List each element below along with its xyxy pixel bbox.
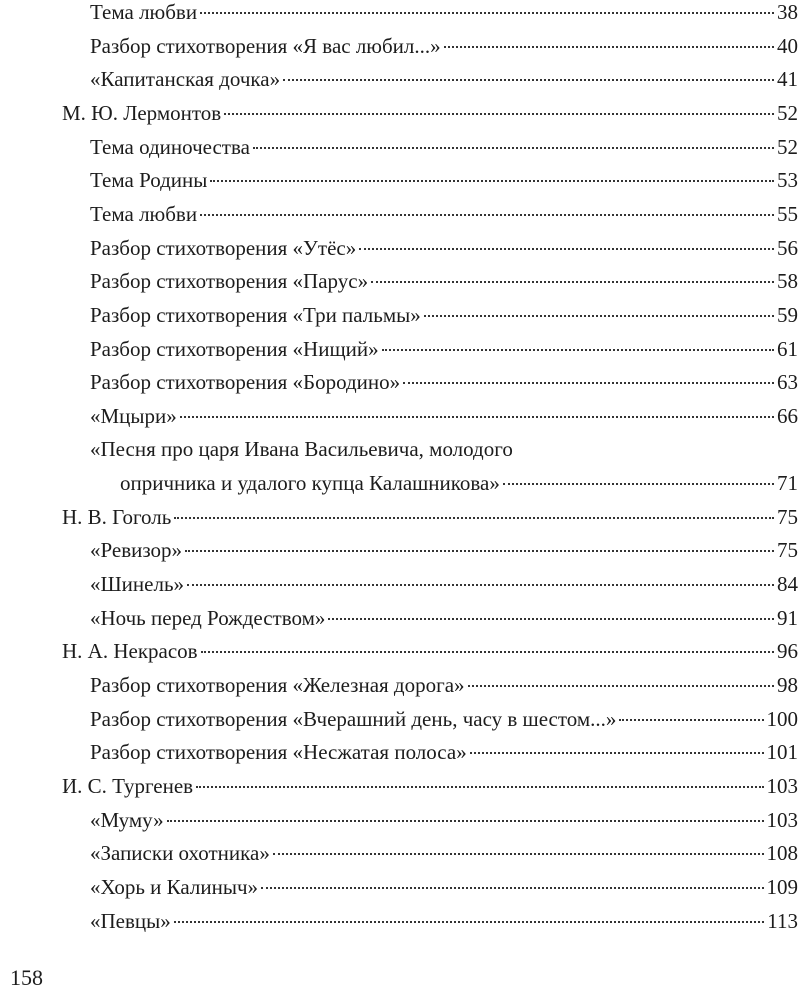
toc-entry-title: «Ревизор»	[90, 538, 183, 563]
toc-section	[62, 768, 798, 804]
toc-entry-page: 52	[777, 100, 798, 125]
dot-leader	[403, 382, 774, 384]
toc-entry-page: 91	[777, 605, 798, 630]
dot-leader	[200, 12, 774, 14]
toc-entry-title: Тема любви	[90, 201, 198, 226]
toc-entry	[90, 364, 798, 400]
toc-entry-title: «Певцы»	[90, 908, 171, 933]
dot-leader	[444, 46, 774, 48]
dot-leader	[185, 550, 774, 552]
toc-entry-title: «Ночь перед Рождеством»	[90, 605, 326, 630]
toc-entry-page: 55	[777, 201, 798, 226]
toc-entry-title: «Муму»	[90, 807, 164, 832]
dot-leader	[328, 618, 774, 620]
toc-entry	[90, 28, 798, 64]
dot-leader	[283, 79, 774, 81]
toc-entry	[90, 196, 798, 232]
toc-entry	[90, 835, 798, 871]
toc-entry	[90, 600, 798, 636]
toc-entry-page: 103	[766, 773, 798, 798]
toc-entry-page: 56	[777, 235, 798, 260]
toc-entry-title: Н. А. Некрасов	[62, 639, 198, 664]
toc-entry-page: 61	[777, 336, 798, 361]
toc-entry	[90, 297, 798, 333]
toc-entry	[90, 701, 798, 737]
toc-entry	[90, 0, 798, 30]
toc-entry-title: Разбор стихотворения «Нищий»	[90, 336, 379, 361]
dot-leader	[382, 349, 774, 351]
toc-entry	[90, 331, 798, 367]
toc-entry	[90, 532, 798, 568]
toc-entry-title: «Записки охотника»	[90, 841, 270, 866]
dot-leader	[503, 483, 774, 485]
dot-leader	[210, 180, 774, 182]
dot-leader	[196, 786, 763, 788]
toc-entry	[90, 802, 798, 838]
toc-section	[62, 95, 798, 131]
toc-entry	[90, 431, 513, 467]
toc-entry-title: Тема Родины	[90, 168, 208, 193]
toc-entry-page: 113	[767, 908, 798, 933]
toc-entry-page: 109	[766, 874, 798, 899]
toc-entry-title: Разбор стихотворения «Утёс»	[90, 235, 357, 260]
toc-entry-page: 53	[777, 168, 798, 193]
dot-leader	[167, 820, 764, 822]
toc-entry	[90, 129, 798, 165]
toc-entry	[90, 734, 798, 770]
toc-entry-page: 59	[777, 302, 798, 327]
dot-leader	[273, 853, 764, 855]
dot-leader	[187, 584, 774, 586]
toc-entry-title: «Песня про царя Ивана Васильевича, молодого	[90, 437, 513, 462]
toc-entry-page: 71	[777, 471, 798, 496]
toc-entry-page: 84	[777, 572, 798, 597]
toc-entry-title: М. Ю. Лермонтов	[62, 100, 222, 125]
toc-entry-title: Разбор стихотворения «Три пальмы»	[90, 302, 421, 327]
toc-entry-page: 58	[777, 269, 798, 294]
toc-entry-title: Разбор стихотворения «Вчерашний день, часу в шестом...»	[90, 706, 617, 731]
dot-leader	[200, 214, 774, 216]
toc-entry-page: 38	[777, 0, 798, 24]
dot-leader	[224, 113, 774, 115]
toc-entry-title: Разбор стихотворения «Несжатая полоса»	[90, 740, 467, 765]
dot-leader	[261, 887, 763, 889]
toc-entry-title: И. С. Тургенев	[62, 773, 194, 798]
toc-entry-title: «Шинель»	[90, 572, 185, 597]
toc-entry-title: Тема любви	[90, 0, 198, 24]
toc-entry	[90, 162, 798, 198]
dot-leader	[371, 281, 774, 283]
dot-leader	[468, 685, 774, 687]
toc-entry	[90, 230, 798, 266]
toc-entry-title: «Хорь и Калиныч»	[90, 874, 259, 899]
toc-entry-title: Разбор стихотворения «Железная дорога»	[90, 673, 465, 697]
toc-entry-page: 75	[777, 504, 798, 529]
toc-entry-page: 52	[777, 134, 798, 159]
dot-leader	[619, 719, 763, 721]
toc-entry-page: 75	[777, 538, 798, 563]
toc-entry-page: 101	[766, 740, 798, 765]
toc-entry-title: Разбор стихотворения «Парус»	[90, 269, 369, 294]
dot-leader	[201, 651, 774, 653]
dot-leader	[174, 921, 765, 923]
dot-leader	[253, 147, 774, 149]
dot-leader	[470, 752, 764, 754]
toc-entry	[90, 61, 798, 97]
toc-entry-page: 98	[777, 673, 798, 697]
toc-entry	[120, 465, 798, 501]
toc-section	[62, 499, 798, 535]
toc-entry	[90, 566, 798, 602]
toc-entry-page: 96	[777, 639, 798, 664]
dot-leader	[174, 517, 774, 519]
toc-entry	[90, 869, 798, 905]
toc-entry-title: Н. В. Гоголь	[62, 504, 172, 529]
dot-leader	[180, 416, 774, 418]
toc-entry	[90, 667, 798, 703]
toc-entry-page: 108	[766, 841, 798, 866]
toc-entry-page: 40	[777, 33, 798, 58]
toc-entry-page: 100	[766, 706, 798, 731]
dot-leader	[424, 315, 774, 317]
toc-entry-title: Разбор стихотворения «Я вас любил...»	[90, 33, 441, 58]
toc-entry-title: «Капитанская дочка»	[90, 67, 281, 92]
toc-entry-title: опричника и удалого купца Калашникова»	[120, 471, 500, 496]
toc-entry-page: 63	[777, 370, 798, 395]
toc-entry	[90, 903, 798, 939]
toc-entry-title: Разбор стихотворения «Бородино»	[90, 370, 401, 395]
toc-entry	[90, 263, 798, 299]
toc-section	[62, 633, 798, 669]
toc-entry-title: Тема одиночества	[90, 134, 250, 159]
toc-entry-page: 41	[777, 67, 798, 92]
toc-entry-page: 103	[766, 807, 798, 832]
toc-entry-page: 66	[777, 403, 798, 428]
page-number: 158	[10, 965, 43, 990]
toc-entry-title: «Мцыри»	[90, 403, 177, 428]
dot-leader	[359, 248, 774, 250]
toc-entry	[90, 398, 798, 434]
